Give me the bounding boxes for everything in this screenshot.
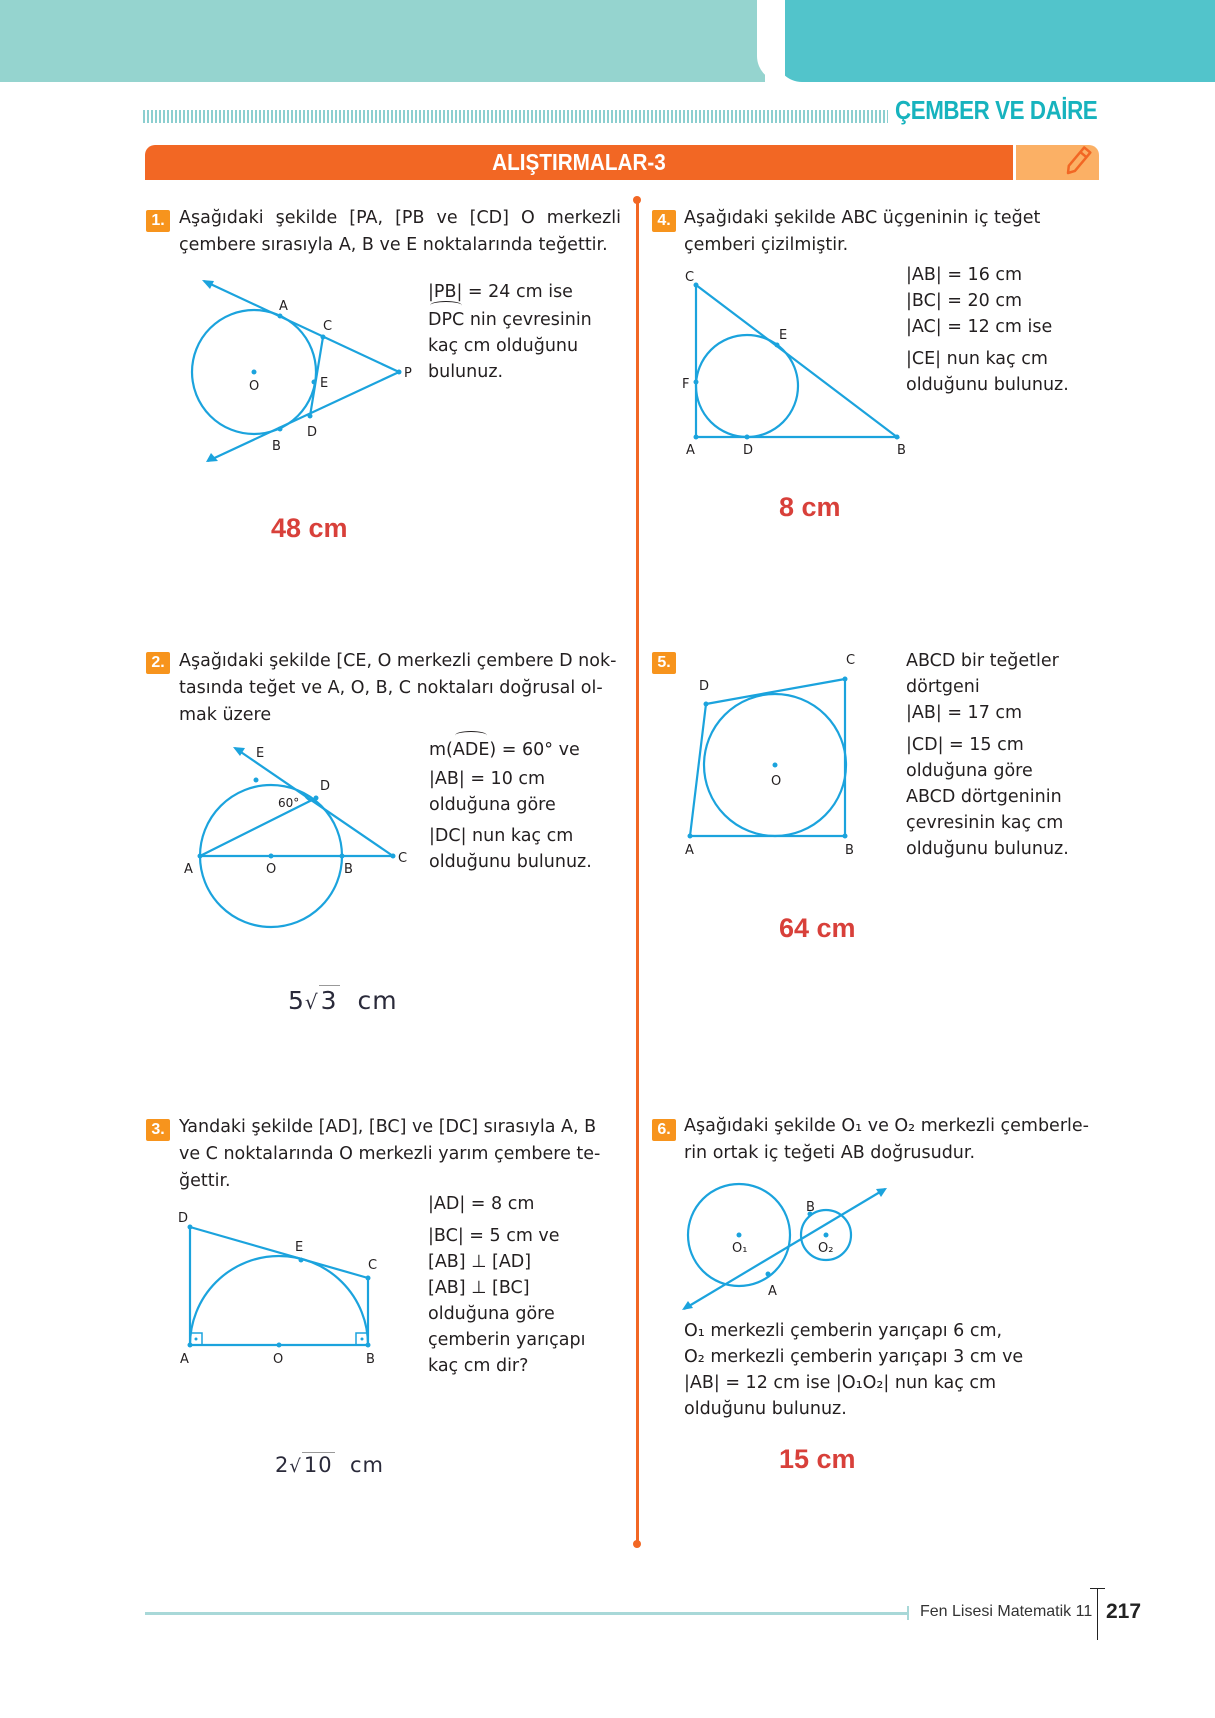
figure-q4-incircle-triangle [675, 265, 915, 465]
book-title: Fen Lisesi Matematik 11 [920, 1603, 1093, 1620]
question-2-text: Aşağıdaki şekilde [CE, O merkezli çembere D nok- tasında teğet ve A, O, B, C noktaları doğrusal ol- mak üzere [179, 651, 617, 725]
svg-text:C: C [368, 1258, 378, 1273]
question-6-answer: 15 cm [779, 1444, 856, 1474]
svg-text:A: A [686, 443, 695, 458]
svg-text:A: A [184, 862, 193, 877]
svg-text:A: A [279, 299, 288, 314]
question-3-given: |AD| = 8 cm |BC| = 5 cm ve [AB] ⊥ [AD] [AB] ⊥ [BC] olduğuna göre çemberin yarıçapı kaç cm dir? [428, 1194, 586, 1376]
svg-text:B: B [806, 1200, 815, 1215]
question-1-text: Aşağıdaki şekilde [PA, [PB ve [CD] O merkezli çembere sırasıyla A, B ve E noktalarında teğettir. [179, 208, 621, 255]
svg-text:D: D [320, 779, 331, 794]
question-1-given: |PB| = 24 cm ise DPC nin çevresinin kaç cm olduğunu bulunuz. [428, 282, 592, 382]
svg-text:E: E [295, 1240, 304, 1255]
footer-rule-cap [907, 1606, 909, 1620]
svg-text:D: D [699, 679, 710, 694]
svg-text:D: D [307, 425, 318, 440]
svg-text:O: O [273, 1352, 284, 1367]
question-6-text: Aşağıdaki şekilde O₁ ve O₂ merkezli çemberle- rin ortak iç teğeti AB doğrusudur. [684, 1116, 1089, 1163]
question-4-text: Aşağıdaki şekilde ABC üçgeninin iç teğet çemberi çizilmiştir. [684, 208, 1041, 255]
question-3-answer: 2√10 cm [275, 1453, 384, 1477]
svg-text:O: O [249, 379, 260, 394]
svg-text:C: C [398, 851, 408, 866]
svg-text:E: E [779, 328, 788, 343]
header-band-left [0, 0, 765, 82]
question-2-answer: 5√3 cm [288, 986, 398, 1015]
svg-text:B: B [845, 843, 854, 858]
page-number: 217 [1106, 1600, 1142, 1623]
svg-text:O₂: O₂ [818, 1241, 834, 1256]
question-2-given: m(ADE) = 60° ve |AB| = 10 cm olduğuna göre |DC| nun kaç cm olduğunu bulunuz. [429, 737, 592, 875]
svg-text:B: B [272, 439, 281, 454]
svg-text:B: B [344, 862, 353, 877]
section-title: ALIŞTIRMALAR-3 [492, 149, 666, 175]
svg-text:P: P [404, 366, 412, 381]
decorative-tick-rule [143, 110, 888, 123]
svg-text:D: D [743, 443, 754, 458]
pencil-icon [1016, 145, 1099, 180]
question-4-answer: 8 cm [779, 492, 841, 522]
svg-text:O: O [266, 862, 277, 877]
question-number-4: 4. [652, 210, 676, 232]
question-number-5: 5. [652, 652, 676, 674]
header-band-notch [757, 0, 785, 82]
figure-q6-common-tangent [675, 1175, 905, 1315]
pencil-icon-box [1016, 145, 1099, 180]
svg-text:E: E [256, 746, 265, 761]
question-number-3: 3. [146, 1119, 170, 1141]
question-5-answer: 64 cm [779, 913, 856, 943]
figure-q3-semicircle [175, 1210, 395, 1370]
figure-q5-tangential-quadrilateral [675, 650, 875, 858]
divider-dot-top [633, 196, 641, 204]
svg-text:60°: 60° [278, 796, 300, 810]
svg-text:B: B [366, 1352, 375, 1367]
question-1-answer: 48 cm [271, 513, 348, 543]
footer-page-marker-v [1097, 1588, 1098, 1640]
svg-text:A: A [768, 1284, 777, 1299]
question-5-given: ABCD bir teğetler dörtgeni |AB| = 17 cm |CD| = 15 cm olduğuna göre ABCD dörtgeninin çevresinin kaç cm olduğunu bulunuz. [906, 651, 1069, 859]
question-number-1: 1. [146, 210, 170, 232]
footer-rule [145, 1612, 908, 1615]
question-number-6: 6. [652, 1119, 676, 1141]
question-3-text: Yandaki şekilde [AD], [BC] ve [DC] sırasıyla A, B ve C noktalarında O merkezli yarım çembere te- ğettir. [179, 1117, 601, 1191]
svg-text:C: C [685, 270, 695, 285]
svg-text:A: A [180, 1352, 189, 1367]
question-4-given: |AB| = 16 cm |BC| = 20 cm |AC| = 12 cm ise |CE| nun kaç cm olduğunu bulunuz. [906, 265, 1069, 395]
svg-text:O₁: O₁ [732, 1241, 748, 1256]
column-divider [636, 200, 639, 1545]
chapter-title: ÇEMBER VE DAİRE [895, 95, 1098, 125]
question-number-2: 2. [146, 652, 170, 674]
svg-text:E: E [320, 376, 329, 391]
divider-dot-bottom [633, 1540, 641, 1548]
svg-text:D: D [178, 1211, 189, 1226]
figure-q2-tangent-circle [180, 735, 420, 935]
svg-text:A: A [685, 843, 694, 858]
svg-text:C: C [846, 653, 856, 668]
svg-text:O: O [771, 774, 782, 789]
question-6-given: O₁ merkezli çemberin yarıçapı 6 cm, O₂ merkezli çemberin yarıçapı 3 cm ve |AB| = 12 cm ise |O₁O₂| nun kaç cm olduğunu bulunuz. [684, 1321, 1024, 1419]
svg-text:B: B [897, 443, 906, 458]
svg-text:F: F [682, 377, 690, 392]
header-band-right [776, 0, 1215, 82]
figure-q1-tangents [180, 270, 420, 470]
svg-text:C: C [323, 319, 333, 334]
